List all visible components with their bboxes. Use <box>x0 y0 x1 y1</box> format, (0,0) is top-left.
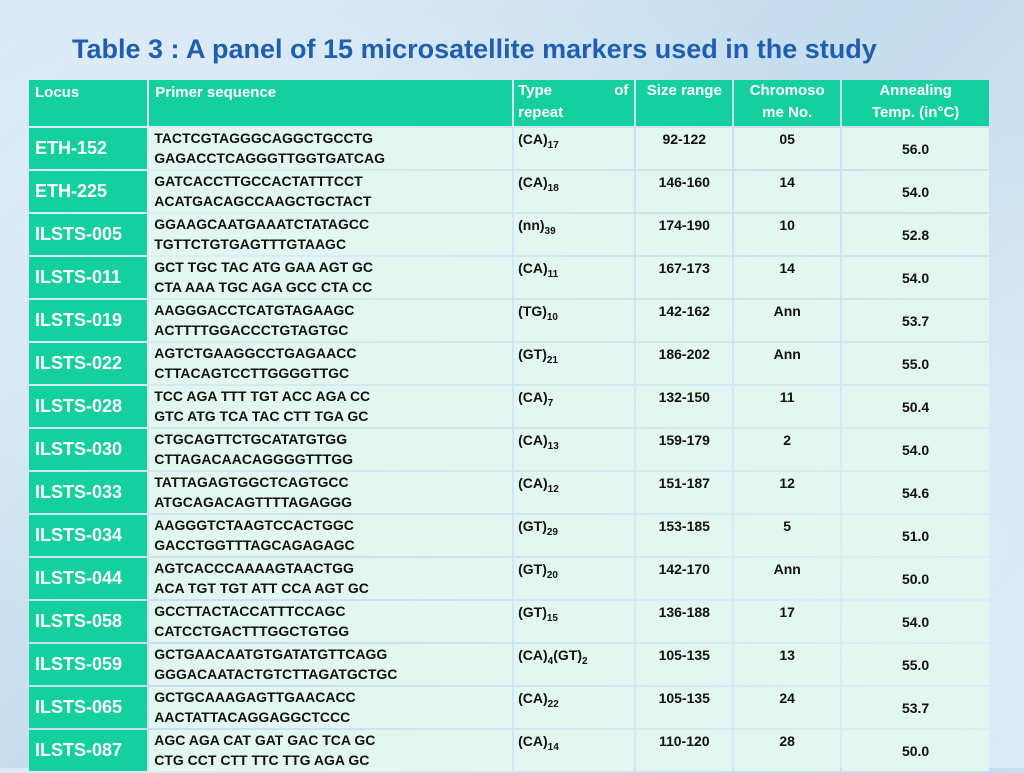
locus-cell: ILSTS-058 <box>29 601 147 642</box>
header-primer <box>149 80 512 126</box>
table-header-row <box>29 80 989 126</box>
primer-sequence: ACA TGT TGT ATT CCA AGT GC <box>154 580 369 596</box>
size-range-cell: 146-160 <box>636 171 732 212</box>
primer-sequence: AGTCACCCAAAAGTAACTGG <box>154 560 354 576</box>
primer-cell <box>149 386 512 427</box>
repeat-count: 11 <box>547 268 559 280</box>
size-range-cell: 151-187 <box>636 472 732 513</box>
repeat-count: 20 <box>546 569 558 581</box>
repeat-unit: (CA) <box>518 131 548 147</box>
annealing-temp-cell: 56.0 <box>842 128 989 169</box>
repeat-unit: (nn) <box>518 217 545 233</box>
primer-sequence: AAGGGACCTCATGTAGAAGC <box>154 302 355 318</box>
primer-cell <box>149 644 512 685</box>
table-row <box>29 515 989 556</box>
chromosome-cell: Ann <box>734 558 840 599</box>
size-range-cell: 186-202 <box>636 343 732 384</box>
repeat-unit: (CA) <box>518 432 548 448</box>
chromosome-cell: 14 <box>734 257 840 298</box>
repeat-unit: (CA) <box>518 174 548 190</box>
primer-sequence: TCC AGA TTT TGT ACC AGA CC <box>154 388 371 404</box>
chromosome-cell: 24 <box>734 687 840 728</box>
repeat-count: 14 <box>547 741 559 753</box>
primer-sequence: AAGGGTCTAAGTCCACTGGC <box>154 517 354 533</box>
annealing-temp-cell: 53.7 <box>842 687 989 728</box>
size-range-cell: 110-120 <box>636 730 732 771</box>
header-size <box>636 80 732 126</box>
chromosome-cell: 12 <box>734 472 840 513</box>
primer-sequence: GCCTTACTACCATTTCCAGC <box>154 603 346 619</box>
table-row <box>29 644 989 685</box>
annealing-temp-cell: 54.0 <box>842 257 989 298</box>
primer-sequence: GGAAGCAATGAAATCTATAGCC <box>154 216 370 232</box>
primer-sequence: CATCCTGACTTTGGCTGTGG <box>154 623 350 639</box>
locus-cell: ILSTS-022 <box>29 343 147 384</box>
header-type <box>514 80 634 126</box>
repeat-unit: (GT) <box>553 647 582 663</box>
chromosome-cell: 28 <box>734 730 840 771</box>
annealing-temp-cell: 55.0 <box>842 343 989 384</box>
table-row <box>29 429 989 470</box>
primer-sequence: TACTCGTAGGGCAGGCTGCCTG <box>154 130 374 146</box>
repeat-unit: (TG) <box>518 303 547 319</box>
repeat-count: 13 <box>547 440 559 452</box>
locus-cell: ILSTS-034 <box>29 515 147 556</box>
repeat-unit: (GT) <box>518 346 547 362</box>
repeat-type-cell <box>514 515 634 556</box>
locus-cell: ILSTS-087 <box>29 730 147 771</box>
repeat-type-cell <box>514 472 634 513</box>
size-range-cell: 153-185 <box>636 515 732 556</box>
locus-cell: ILSTS-033 <box>29 472 147 513</box>
annealing-temp-cell: 52.8 <box>842 214 989 255</box>
locus-cell: ILSTS-044 <box>29 558 147 599</box>
primer-cell <box>149 171 512 212</box>
locus-cell: ETH-225 <box>29 171 147 212</box>
locus-cell: ILSTS-059 <box>29 644 147 685</box>
primer-sequence: AACTATTACAGGAGGCTCCC <box>154 709 351 725</box>
size-range-cell: 174-190 <box>636 214 732 255</box>
repeat-unit: (CA) <box>518 389 548 405</box>
annealing-temp-cell: 50.4 <box>842 386 989 427</box>
primer-sequence: ACTTTTGGACCCTGTAGTGC <box>154 322 349 338</box>
locus-cell: ILSTS-011 <box>29 257 147 298</box>
annealing-temp-cell: 50.0 <box>842 558 989 599</box>
header-size-label: Size range <box>646 82 722 99</box>
header-locus <box>29 80 147 126</box>
primer-sequence: CTG CCT CTT TTC TTG AGA GC <box>154 752 370 768</box>
header-temp <box>842 80 989 126</box>
primer-sequence: TGTTCTGTGAGTTTGTAAGC <box>154 236 347 252</box>
primer-cell <box>149 257 512 298</box>
repeat-count: 4 <box>547 655 554 667</box>
primer-sequence: CTGCAGTTCTGCATATGTGG <box>154 431 348 447</box>
primer-sequence: GACCTGGTTTAGCAGAGAGC <box>154 537 355 553</box>
primer-sequence: GAGACCTCAGGGTTGGTGATCAG <box>154 150 385 166</box>
size-range-cell: 105-135 <box>636 644 732 685</box>
locus-cell: ILSTS-028 <box>29 386 147 427</box>
primer-sequence: ATGCAGACAGTTTTAGAGGG <box>154 494 353 510</box>
primer-cell <box>149 687 512 728</box>
repeat-type-cell <box>514 343 634 384</box>
chromosome-cell: 05 <box>734 128 840 169</box>
repeat-count: 39 <box>544 225 556 237</box>
annealing-temp-cell: 50.0 <box>842 730 989 771</box>
locus-cell: ILSTS-019 <box>29 300 147 341</box>
repeat-unit: (CA) <box>518 690 548 706</box>
header-type-label: Type <box>518 82 553 99</box>
primer-sequence: GGGACAATACTGTCTTAGATGCTGC <box>154 666 398 682</box>
primer-sequence: GCTGAACAATGTGATATGTTCAGG <box>154 646 388 662</box>
repeat-count: 7 <box>547 397 554 409</box>
repeat-type-cell <box>514 601 634 642</box>
chromosome-cell: Ann <box>734 343 840 384</box>
header-temp-label: Annealing <box>879 82 952 99</box>
primer-cell <box>149 343 512 384</box>
repeat-count: 2 <box>581 655 588 667</box>
annealing-temp-cell: 51.0 <box>842 515 989 556</box>
header-type-of: of <box>614 82 629 99</box>
repeat-unit: (GT) <box>518 604 547 620</box>
primer-cell <box>149 128 512 169</box>
header-primer-label: Primer sequence <box>155 84 277 101</box>
primer-sequence: GTC ATG TCA TAC CTT TGA GC <box>154 408 369 424</box>
primer-sequence: GCTGCAAAGAGTTGAACACC <box>154 689 356 705</box>
repeat-unit: (GT) <box>518 561 547 577</box>
chromosome-cell: Ann <box>734 300 840 341</box>
primer-sequence: CTTACAGTCCTTGGGGTTGC <box>154 365 350 381</box>
header-locus-label: Locus <box>35 84 80 101</box>
annealing-temp-cell: 53.7 <box>842 300 989 341</box>
repeat-type-cell <box>514 128 634 169</box>
table-row <box>29 386 989 427</box>
chromosome-cell: 17 <box>734 601 840 642</box>
table-row <box>29 257 989 298</box>
size-range-cell: 142-170 <box>636 558 732 599</box>
repeat-type-cell <box>514 730 634 771</box>
primer-cell <box>149 214 512 255</box>
repeat-count: 10 <box>546 311 558 323</box>
repeat-type-cell <box>514 644 634 685</box>
size-range-cell: 167-173 <box>636 257 732 298</box>
page-title: Table 3 : A panel of 15 microsatellite markers used in the study <box>72 34 877 64</box>
header-chrom-label: Chromoso <box>749 82 825 99</box>
repeat-unit: (GT) <box>518 518 547 534</box>
repeat-unit: (CA) <box>518 647 548 663</box>
size-range-cell: 159-179 <box>636 429 732 470</box>
repeat-type-cell <box>514 558 634 599</box>
header-chrom <box>734 80 840 126</box>
primer-sequence: GCT TGC TAC ATG GAA AGT GC <box>154 259 374 275</box>
repeat-type-cell <box>514 214 634 255</box>
size-range-cell: 105-135 <box>636 687 732 728</box>
locus-cell: ETH-152 <box>29 128 147 169</box>
chromosome-cell: 11 <box>734 386 840 427</box>
size-range-cell: 136-188 <box>636 601 732 642</box>
locus-cell: ILSTS-065 <box>29 687 147 728</box>
repeat-count: 12 <box>547 483 559 495</box>
table-row <box>29 472 989 513</box>
locus-cell: ILSTS-005 <box>29 214 147 255</box>
table-row <box>29 128 989 169</box>
primer-sequence: CTTAGACAACAGGGGTTTGG <box>154 451 354 467</box>
repeat-type-cell <box>514 257 634 298</box>
repeat-type-cell <box>514 687 634 728</box>
size-range-cell: 132-150 <box>636 386 732 427</box>
primer-cell <box>149 558 512 599</box>
table-row <box>29 730 989 771</box>
repeat-type-cell <box>514 386 634 427</box>
primer-cell <box>149 730 512 771</box>
primer-sequence: AGC AGA CAT GAT GAC TCA GC <box>154 732 376 748</box>
size-range-cell: 142-162 <box>636 300 732 341</box>
table-row <box>29 687 989 728</box>
repeat-unit: (CA) <box>518 475 548 491</box>
header-chrom-label-2: me No. <box>762 104 813 121</box>
chromosome-cell: 13 <box>734 644 840 685</box>
primer-sequence: AGTCTGAAGGCCTGAGAACC <box>154 345 357 361</box>
repeat-type-cell <box>514 171 634 212</box>
primer-sequence: CTA AAA TGC AGA GCC CTA CC <box>154 279 373 295</box>
chromosome-cell: 14 <box>734 171 840 212</box>
table-row <box>29 601 989 642</box>
primer-cell <box>149 601 512 642</box>
chromosome-cell: 5 <box>734 515 840 556</box>
primer-cell <box>149 515 512 556</box>
primer-cell <box>149 429 512 470</box>
locus-cell: ILSTS-030 <box>29 429 147 470</box>
annealing-temp-cell: 54.0 <box>842 429 989 470</box>
repeat-count: 29 <box>546 526 558 538</box>
repeat-unit: (CA) <box>518 260 548 276</box>
repeat-count: 22 <box>547 698 559 710</box>
repeat-type-cell <box>514 300 634 341</box>
table-row <box>29 558 989 599</box>
table-row <box>29 214 989 255</box>
primer-cell <box>149 300 512 341</box>
microsatellite-table <box>27 78 991 773</box>
header-type-label-2: repeat <box>518 104 564 121</box>
primer-cell <box>149 472 512 513</box>
annealing-temp-cell: 54.6 <box>842 472 989 513</box>
repeat-count: 17 <box>547 139 559 151</box>
repeat-unit: (CA) <box>518 733 548 749</box>
chromosome-cell: 10 <box>734 214 840 255</box>
annealing-temp-cell: 54.0 <box>842 601 989 642</box>
size-range-cell: 92-122 <box>636 128 732 169</box>
annealing-temp-cell: 55.0 <box>842 644 989 685</box>
chromosome-cell: 2 <box>734 429 840 470</box>
table-row <box>29 343 989 384</box>
primer-sequence: ACATGACAGCCAAGCTGCTACT <box>154 193 372 209</box>
repeat-type-cell <box>514 429 634 470</box>
repeat-count: 18 <box>547 182 559 194</box>
primer-sequence: TATTAGAGTGGCTCAGTGCC <box>154 474 349 490</box>
repeat-count: 21 <box>546 354 558 366</box>
primer-sequence: GATCACCTTGCCACTATTTCCT <box>154 173 363 189</box>
repeat-count: 15 <box>546 612 558 624</box>
header-temp-label-2: Temp. (in°C) <box>871 104 960 121</box>
table-row <box>29 171 989 212</box>
table-row <box>29 300 989 341</box>
annealing-temp-cell: 54.0 <box>842 171 989 212</box>
